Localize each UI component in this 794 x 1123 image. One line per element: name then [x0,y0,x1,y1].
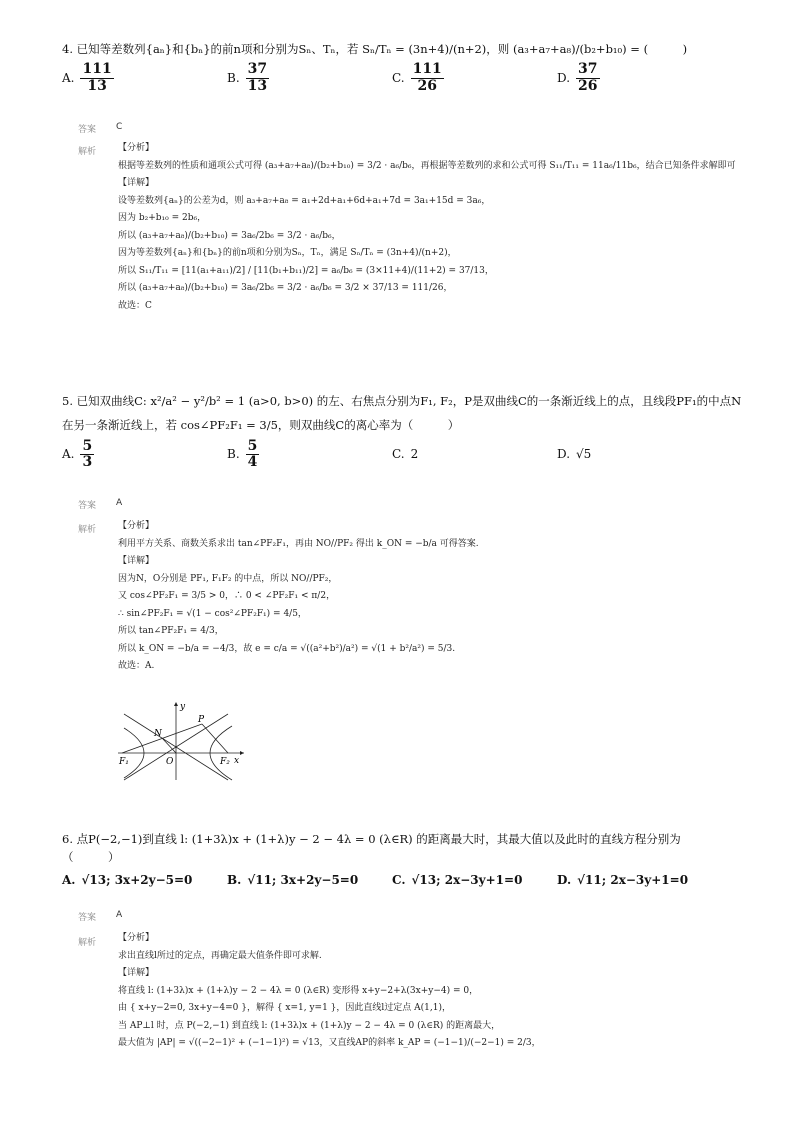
option-a[interactable]: A. √13; 3x+2y−5=0 [62,872,193,887]
option-d[interactable] [557,62,722,94]
answer-value: A [116,498,123,508]
question-4-stem: 4. 已知等差数列{aₙ}和{bₙ}的前n项和分别为Sₙ、Tₙ，若 Sₙ/Tₙ = (3n+4)/(n+2)，则 (a₃+a₇+a₈)/(b₂+b₁₀) = ( ) [62,42,688,56]
option-b[interactable] [227,62,392,94]
label-n: N [154,729,162,739]
solution-6: 【分析】 求出直线l所过的定点，再确定最大值条件即可求解. 【详解】 将直线 l: (1+3λ)x + (1+λ)y − 2 − 4λ = 0 (λ∈R) 变形得 x+y−2+λ(3x+y−4) = 0， 由 { x+y−2=0, 3x+y−4=0 }，解得 { x=1, y=1 }，因此直线l过定点 A(1,1)， 当 AP⊥l 时，点 P(−2,−1) 到直线 l: (1+3λ)x + (1+λ)y − 2 − 4λ = 0 (λ∈R) 的距离最大， 最大值为 |AP| = √((−2−1)² + (−1−1)²) = √13，又直线AP的斜率 k_AP = (−1−1)/(−2−1) = 2/3， [118,933,541,1049]
question-6-options [62,871,742,890]
question-6 [62,830,742,890]
solution-4: 【分析】 根据等差数列的性质和通项公式可得 (a₃+a₇+a₈)/(b₂+b₁₀) = 3/2 · a₆/b₆，再根据等差数列的求和公式可得 S₁₁/T₁₁ = 11a₆/11b₆，结合已知条件求解即可 【详解】 设等差数列{aₙ}的公差为d，则 a₃+a₇+a₈ = a₁+2d+a₁+6d+a₁+7d = 3a₁+15d = 3a₆， 因为 b₂+b₁₀ = 2b₆， 所以 (a₃+a₇+a₈)/(b₂+b₁₀) = 3a₆/2b₆ = 3/2 · a₆/b₆， 因为等差数列{aₙ}和{bₙ}的前n项和分别为Sₙ，Tₙ，满足 Sₙ/Tₙ = (3n+4)/(n+2)， 所以 S₁₁/T₁₁ = [11(a₁+a₁₁)/2] / [11(b₁+b₁₁)/2] = a₆/b₆ = (3×11+4)/(11+2) = 37/13， 所以 (a₃+a₇+a₈)/(b₂+b₁₀) = 3a₆/2b₆ = 3/2 · a₆/b₆ = 3/2 × 37/13 = 111/26， 故选：C [118,143,736,311]
option-c[interactable]: C. 2 [392,447,419,462]
option-fraction: $\frac{37}{13}$ [247,61,268,94]
solution-5: 【分析】 利用平方关系、商数关系求出 tan∠PF₂F₁，再由 NO//PF₂ 得出 k_ON = −b/a 可得答案. 【详解】 因为N，O分别是 PF₁, F₁F₂ 的中点，所以 NO//PF₂， 又 cos∠PF₂F₁ = 3/5 > 0，∴ 0 < ∠PF₂F₁ < π/2， ∴ sin∠PF₂F₁ = √(1 − cos²∠PF₂F₁) = 4/5， 所以 tan∠PF₂F₁ = 4/3， 所以 k_ON = −b/a = −4/3，故 e = c/a = √((a²+b²)/a²) = √(1 + b²/a²) = 5/3. 故选：A. [118,521,479,672]
question-4 [62,40,742,94]
hyperbola-figure [116,700,246,782]
answer-value: C [116,122,123,132]
analysis-label-6: 解析 [78,938,97,948]
option-c[interactable]: C. √13; 2x−3y+1=0 [392,872,523,887]
question-6-stem-line2: （ ） [62,850,120,865]
option-fraction: $\frac{5}{3}$ [82,437,93,471]
question-6-stem-line1: 6. 点P(−2,−1)到直线 l: (1+3λ)x + (1+λ)y − 2 − 4λ = 0 (λ∈R) 的距离最大时，其最大值以及此时的直线方程分别为 [62,832,681,846]
label-o: O [166,757,174,767]
question-5 [62,392,742,471]
option-b[interactable]: B. $\frac{5}{4}$ [227,437,258,471]
option-fraction: $\frac{111}{13}$ [82,61,112,94]
option-d[interactable]: D. √11; 2x−3y+1=0 [557,872,689,887]
question-5-options [62,439,742,471]
option-letter: B. [227,70,240,85]
option-letter: C. [392,70,405,85]
option-fraction: $\frac{5}{4}$ [247,437,258,471]
option-b[interactable]: B. √11; 3x+2y−5=0 [227,872,359,887]
option-fraction: $\frac{111}{26}$ [412,61,442,94]
y-axis-arrow [174,702,178,706]
label-x: x [234,756,240,766]
answer-value: A [116,910,123,920]
option-fraction: $\frac{37}{26}$ [578,61,598,94]
option-c[interactable] [392,62,557,94]
question-4-options [62,62,742,94]
segment-pf2 [202,724,228,753]
answer-row-5: 答案 A [78,498,123,511]
label-f2: F₂ [220,757,230,767]
analysis-label-4: 解析 [78,147,97,157]
question-5-stem-line2: 在另一条渐近线上，若 cos∠PF₂F₁ = 3/5，则双曲线C的离心率为（ ） [62,418,460,433]
option-letter: A. [62,70,75,85]
label-y: y [180,702,186,712]
x-axis-arrow [240,751,244,755]
label-f1: F₁ [119,757,129,767]
question-5-stem-line1: 5. 已知双曲线C: x²/a² − y²/b² = 1 (a>0, b>0) 的左、右焦点分别为F₁, F₂，P是双曲线C的一条渐近线上的点，且线段PF₁的中点N [62,394,742,408]
option-d[interactable]: D. √5 [557,447,592,462]
answer-row-6: 答案 A [78,910,123,923]
answer-row-4: 答案 C [78,122,123,135]
option-a[interactable] [62,62,227,94]
option-letter: D. [557,70,571,85]
analysis-label-5: 解析 [78,525,97,535]
label-p: P [198,715,205,725]
option-a[interactable]: A. $\frac{5}{3}$ [62,437,93,471]
